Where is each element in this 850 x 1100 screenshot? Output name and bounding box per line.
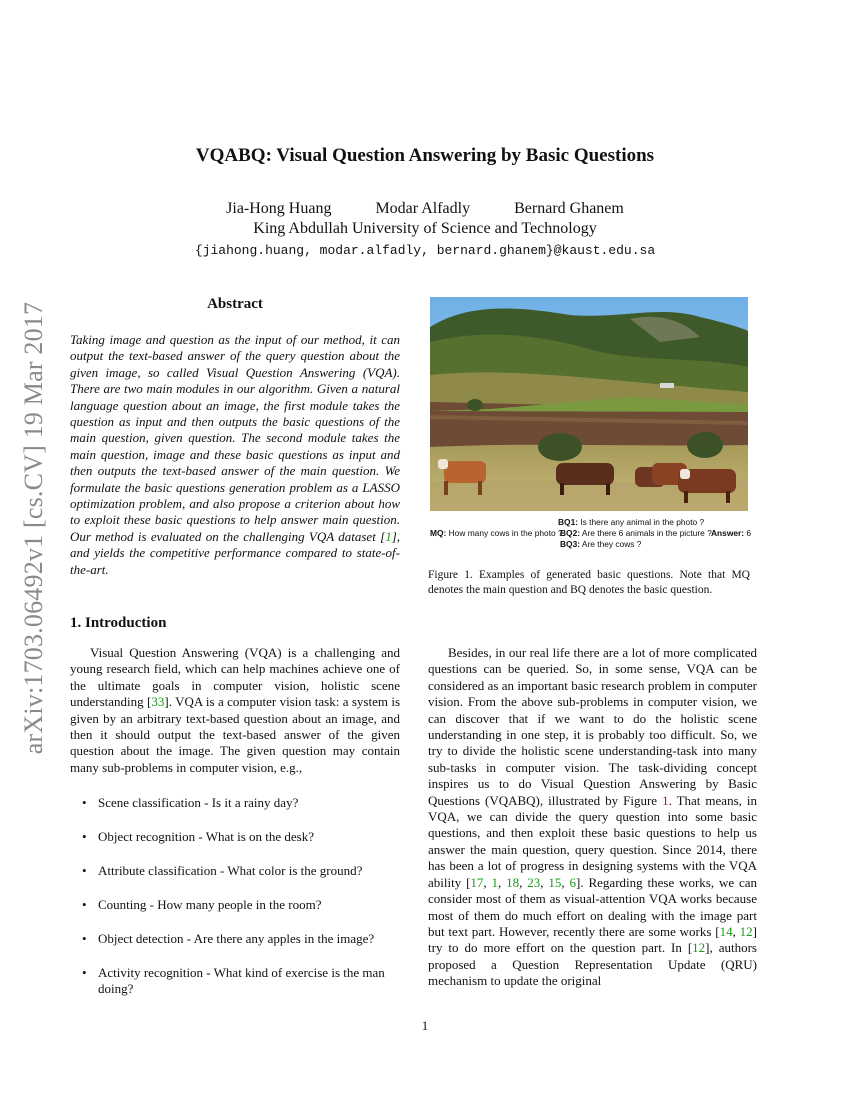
figure-annotation-bq1: BQ1: Is there any animal in the photo ? xyxy=(558,517,705,527)
list-item: • Object detection - Are there any apples in the image? xyxy=(82,930,375,946)
figure-annotation-answer: Answer: 6 xyxy=(711,528,752,538)
bullet-icon: • xyxy=(82,964,87,980)
bullet-icon: • xyxy=(82,828,87,844)
landscape-image xyxy=(430,297,748,511)
figure-annotation-bq2: BQ2: Are there 6 animals in the picture ? xyxy=(560,528,712,538)
citation-link[interactable]: 1 xyxy=(385,528,392,544)
list-item: • Scene classification - Is it a rainy day? xyxy=(82,795,299,810)
intro-paragraph: Visual Question Answering (VQA) is a challenging and young research field, which can help machines achieve one of the ultimate goals in computer vision, holistic scene understanding [33]. VQA is a computer vision task: a system is given by an arbitrary text-based question about an image, and then it should output the text-based answer of the given question about the image. The given question may contain many sub-problems in computer vision, e.g., xyxy=(70,645,401,775)
bullet-icon: • xyxy=(82,896,87,912)
citation-link[interactable]: 6 xyxy=(569,874,577,890)
citation-link[interactable]: 12 xyxy=(739,923,753,939)
author-name: Modar Alfadly xyxy=(375,200,471,217)
list-item: • Object recognition - What is on the desk? xyxy=(82,828,315,844)
bullet-icon: • xyxy=(82,930,87,946)
figure-reference-link[interactable]: 1 xyxy=(662,792,669,808)
citation-link[interactable]: 18 xyxy=(506,874,520,890)
figure-caption: Figure 1. Examples of generated basic questions. Note that MQ denotes the main question and BQ denotes the basic question. xyxy=(428,569,750,596)
page-number: 1 xyxy=(421,1018,429,1033)
figure-cows-photo xyxy=(430,297,748,511)
abstract-heading: Abstract xyxy=(207,296,263,312)
list-item: • Counting - How many people in the room? xyxy=(82,896,322,912)
author-name: Bernard Ghanem xyxy=(514,200,624,217)
affiliation: King Abdullah University of Science and Technology xyxy=(253,220,597,237)
bullet-icon: • xyxy=(82,862,87,878)
citation-link[interactable]: 33 xyxy=(151,694,165,710)
figure-annotation-mq: MQ: How many cows in the photo ? xyxy=(430,528,563,538)
list-item: • Activity recognition - What kind of exercise is the man doing? xyxy=(82,964,385,996)
figure-annotation-bq3: BQ3: Are they cows ? xyxy=(560,539,642,549)
author-list xyxy=(0,200,850,218)
author-emails: {jiahong.huang, modar.alfadly, bernard.ghanem}@kaust.edu.sa xyxy=(194,243,656,258)
body-paragraph-right: Besides, in our real life there are a lot of more complicated questions can be queried. So, in some sense, VQA can be considered as an important basic research problem in computer vision. From the above sub-problems in computer vision, we can discover that if we want to do the holistic scene understanding in one step, it is probably too difficult. So, we try to divide the holistic scene understanding-task into many sub-tasks in computer vision. The task-dividing concept inspires us to do Visual Question Answering by Basic Questions (VQABQ), illustrated by Figure 1. That means, in VQA, we can divide the query question into some basic questions, and then exploit these basic questions to help us answer the main question, query question. Since 2014, there has been a lot of progress in designing systems with the VQA ability [17, 1, 18, 23, 15, 6]. Regarding these works, we can consider most of them as visual-attention VQA works because most of them do much effort on dealing with the image part but text part. However, recently there are some works [14, 12] try to do more effort on the question part. In [12], authors proposed a Question Representation Update (QRU) mechanism to update the original xyxy=(428,645,758,989)
arxiv-stamp: arXiv:1703.06492v1 [cs.CV] 19 Mar 2017 xyxy=(19,301,48,755)
citation-link[interactable]: 1 xyxy=(491,874,499,890)
author-name: Jia-Hong Huang xyxy=(226,200,332,217)
abstract-text: Taking image and question as the input of our method, it can output the text-based answer of the query question about the given image, so called Visual Question Answering (VQA). There are two main modules in our algorithm. Given a natural language question about an image, the first module takes the question as input and then outputs the basic questions of the main question, given question. The second module takes the main question, image and these basic questions as input and then outputs the text-based answer of the main question. We formulate the basic questions generation problem as a LASSO optimization problem, and also propose a criterion about how to exploit these basic questions to help answer main question. Our method is evaluated on the challenging VQA dataset [1], and yields the competitive performance compared to state-of-the-art. xyxy=(70,332,400,577)
citation-link[interactable]: 14 xyxy=(719,923,733,939)
citation-link[interactable]: 15 xyxy=(548,874,562,890)
section-heading-introduction: 1. Introduction xyxy=(70,615,167,631)
list-item: • Attribute classification - What color is the ground? xyxy=(82,862,363,878)
subproblem-list xyxy=(78,795,400,1015)
citation-link[interactable]: 17 xyxy=(470,874,484,890)
bullet-icon: • xyxy=(82,795,87,810)
citation-link[interactable]: 23 xyxy=(527,874,541,890)
paper-title: VQABQ: Visual Question Answering by Basic Questions xyxy=(195,145,655,166)
citation-link[interactable]: 12 xyxy=(692,940,706,956)
